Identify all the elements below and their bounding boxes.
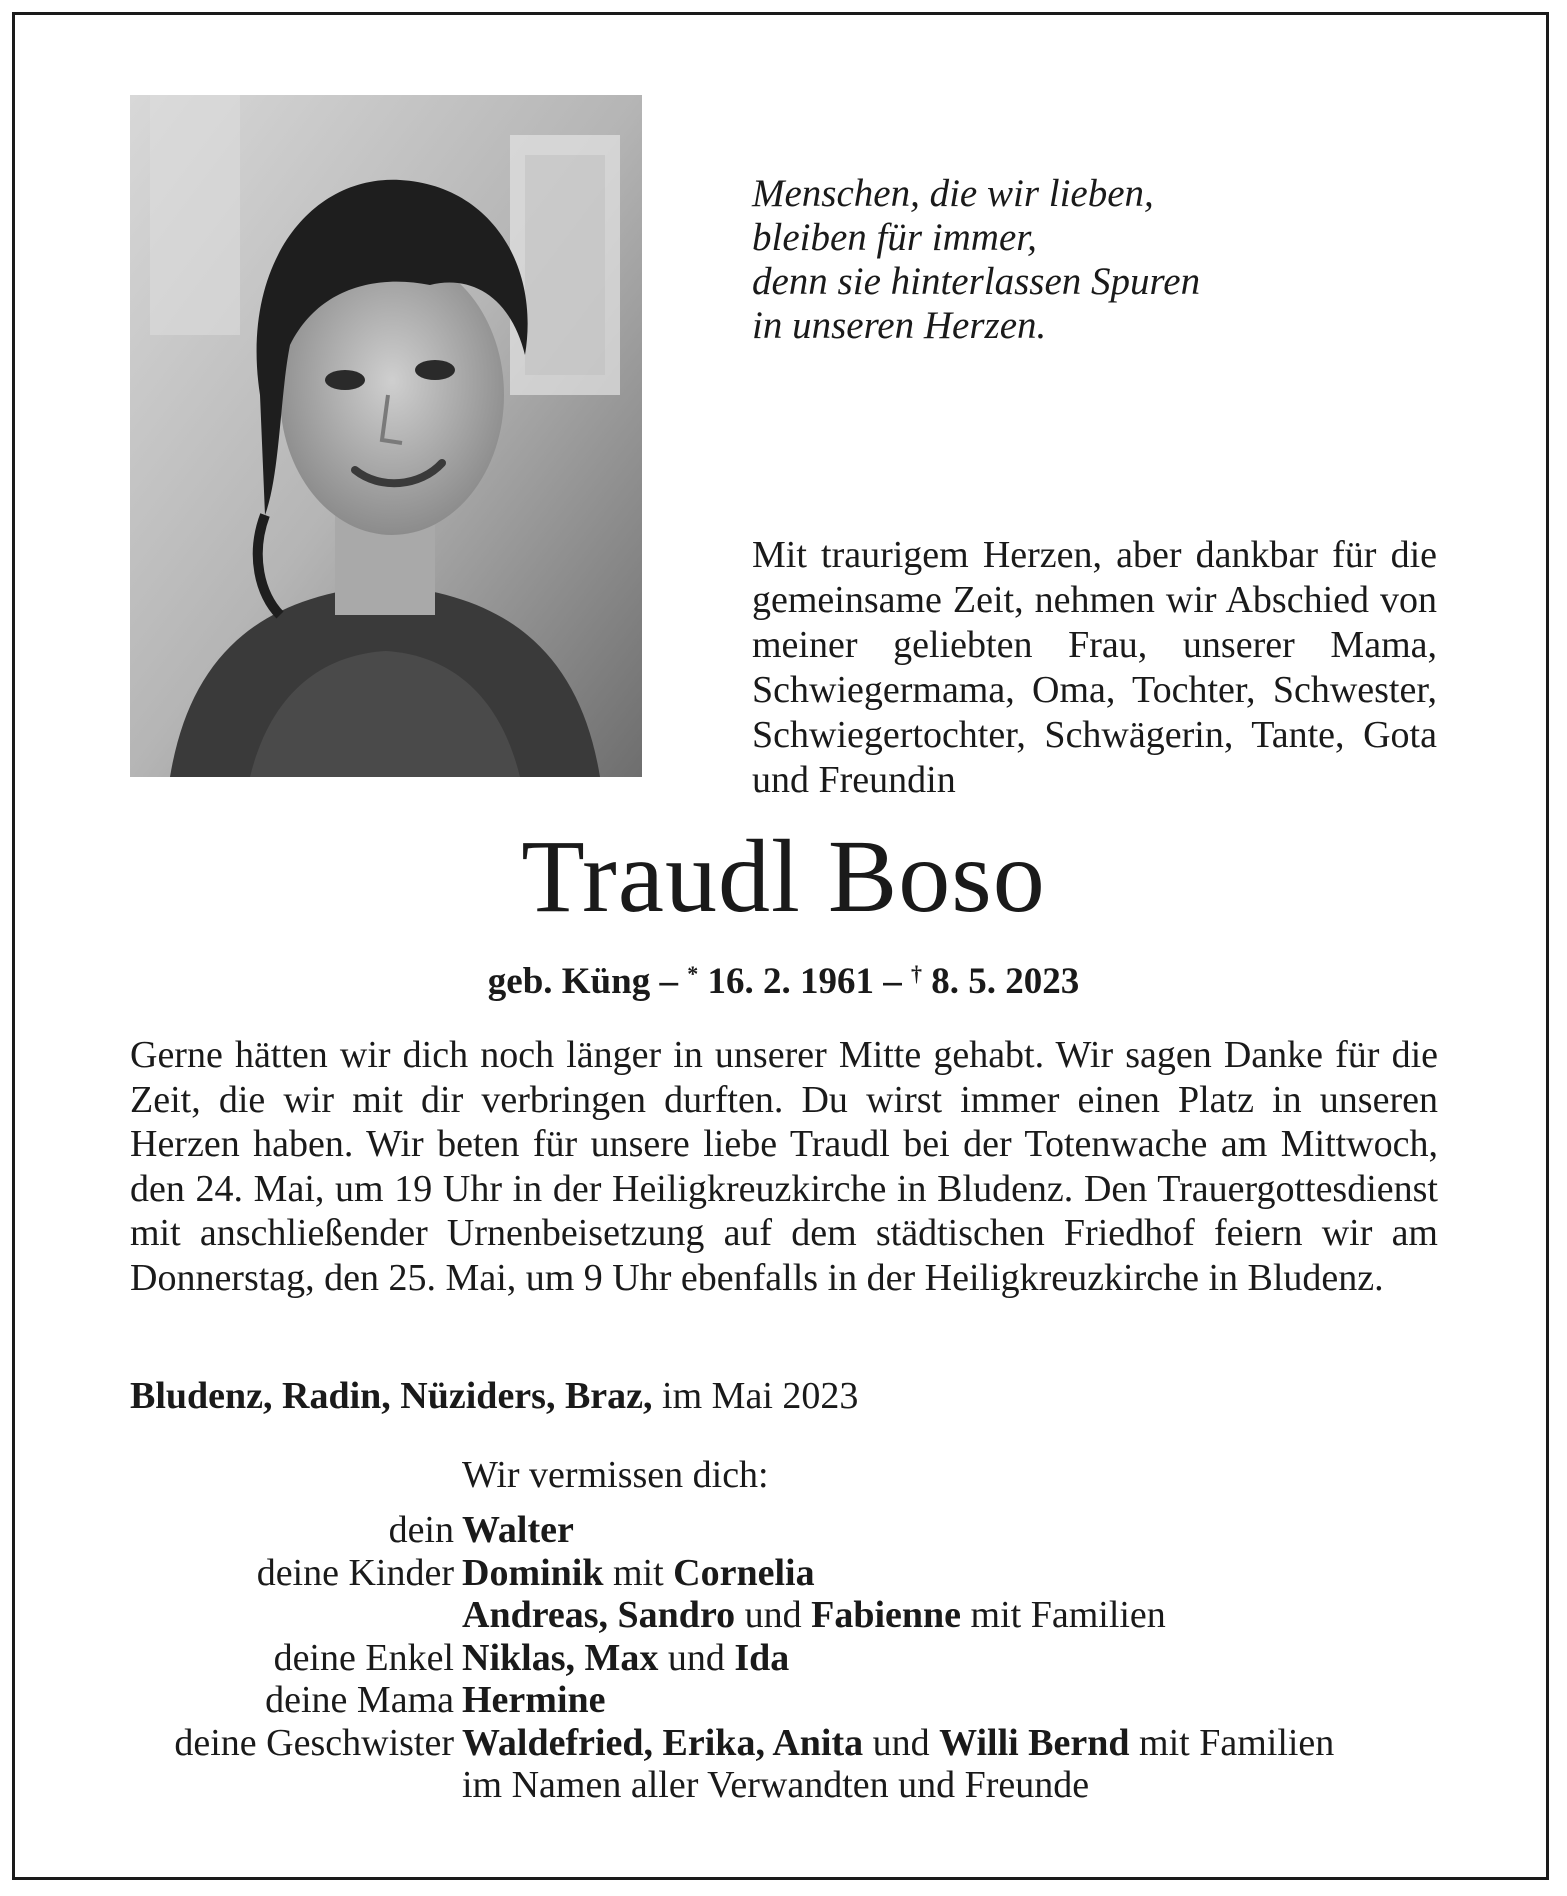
mourner-row — [0, 1594, 1567, 1637]
mourner-names — [462, 1637, 789, 1680]
funeral-details: Gerne hätten wir dich noch länger in unserer Mitte gehabt. Wir sagen Danke für die Zeit, die wir mit dir verbringen durften. Du wirst immer einen Platz in unseren Herzen haben. Wir beten für unsere liebe Traudl bei der Totenwache am Mittwoch, den 24. Mai, um 19 Uhr in der Heiligkreuzkirche in Bludenz. Den Trauergottesdienst mit anschließender Urnenbeisetzung auf dem städtischen Friedhof feiern wir am Donnerstag, den 25. Mai, um 9 Uhr ebenfalls in der Heiligkreuzkirche in Bludenz. — [130, 1034, 1438, 1299]
mourner-name: Ida — [734, 1636, 790, 1679]
birth-date: 16. 2. 1961 – — [707, 961, 902, 1002]
connector-text: mit Familien — [1129, 1721, 1335, 1764]
poem-line: in unseren Herzen. — [752, 304, 1047, 347]
death-date: 8. 5. 2023 — [931, 961, 1080, 1002]
places: Bludenz, Radin, Nüziders, Braz, — [130, 1375, 653, 1417]
death-cross-icon: † — [910, 961, 922, 986]
poem-line: denn sie hinterlassen Spuren — [752, 260, 1201, 303]
mourner-row — [0, 1637, 1567, 1680]
mourners-list — [0, 1509, 1567, 1807]
portrait-photo-icon — [130, 95, 642, 777]
connector-text: mit Familien — [961, 1594, 1166, 1636]
mourner-row — [0, 1679, 1567, 1722]
poem — [752, 172, 1312, 348]
relation-label: deine Geschwister — [174, 1721, 454, 1764]
mourner-names — [462, 1722, 1334, 1765]
mourner-row — [0, 1722, 1567, 1765]
mourner-row — [0, 1552, 1567, 1595]
mourner-names — [462, 1594, 1166, 1637]
mourner-names — [462, 1509, 574, 1552]
mourner-name: Walter — [462, 1509, 574, 1551]
month-date: im Mai 2023 — [662, 1375, 859, 1417]
deceased-name: Traudl Boso — [521, 819, 1046, 934]
mourner-name: Willi Bernd — [939, 1721, 1130, 1764]
connector-text: und — [735, 1594, 812, 1636]
life-dates — [0, 952, 1567, 1004]
mourner-name: Hermine — [462, 1679, 606, 1721]
mourner-name: Andreas, Sandro — [462, 1594, 736, 1636]
connector-text: und — [863, 1721, 940, 1764]
connector-text: mit — [603, 1551, 674, 1594]
connector-text: im Namen aller Verwandten und Freunde — [462, 1764, 1090, 1806]
mourner-name: Fabienne — [811, 1594, 962, 1636]
mourner-row — [0, 1509, 1567, 1552]
mourner-names — [462, 1552, 815, 1595]
we-miss-you: Wir vermissen dich: — [462, 1454, 769, 1496]
intro-paragraph: Mit traurigem Herzen, aber dankbar für die gemeinsame Zeit, nehmen wir Abschied von meiner geliebten Frau, unserer Mama, Schwiegermama, Oma, Tochter, Schwester, Schwiegertochter, Schwägerin, Tante, Gota und Freundin — [752, 534, 1437, 801]
mourner-name: Cornelia — [673, 1551, 815, 1594]
place-date-line — [130, 1374, 1430, 1418]
mourner-names — [462, 1764, 1089, 1807]
relation-label: deine Mama — [265, 1679, 454, 1721]
portrait-photo — [130, 95, 642, 777]
birth-star-icon: * — [687, 961, 699, 986]
maiden-name: geb. Küng – — [487, 961, 678, 1002]
mourner-name: Dominik — [462, 1551, 604, 1594]
mourner-name: Waldefried, Erika, Anita — [462, 1721, 864, 1764]
relation-label: dein — [388, 1509, 454, 1551]
relation-label: deine Kinder — [256, 1551, 454, 1594]
relation-label: deine Enkel — [273, 1636, 454, 1679]
connector-text: und — [658, 1636, 735, 1679]
mourner-name: Niklas, Max — [462, 1636, 659, 1679]
poem-line: bleiben für immer, — [752, 216, 1037, 259]
mourner-row — [0, 1764, 1567, 1807]
mourner-names — [462, 1679, 606, 1722]
poem-line: Menschen, die wir lieben, — [752, 172, 1154, 215]
